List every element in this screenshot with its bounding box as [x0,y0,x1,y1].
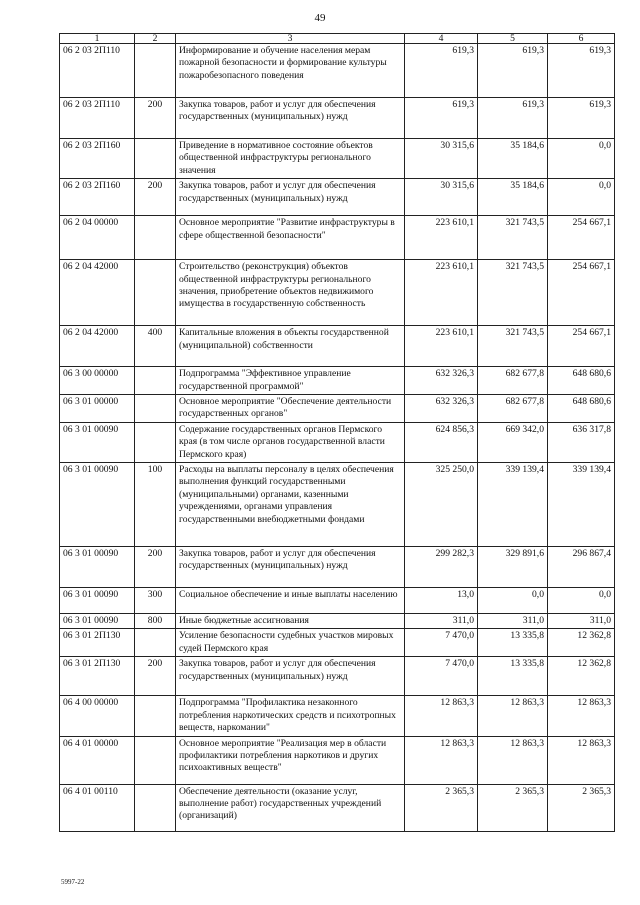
cell-code: 06 2 04 00000 [60,216,135,260]
cell-value-col5: 339 139,4 [478,463,548,547]
cell-value-col5: 321 743,5 [478,216,548,260]
cell-name: Усиление безопасности судебных участков мировых судей Пермского края [176,629,405,657]
cell-code: 06 2 03 2П160 [60,139,135,179]
cell-value-col4: 13,0 [405,588,478,614]
cell-code: 06 3 01 00090 [60,614,135,629]
table-row [60,736,615,784]
cell-value-col5: 13 335,8 [478,629,548,657]
cell-value-col4: 2 365,3 [405,784,478,831]
cell-expense-type [135,784,176,831]
cell-value-col6: 254 667,1 [548,260,615,326]
cell-code: 06 3 01 00090 [60,547,135,588]
cell-value-col6: 254 667,1 [548,326,615,367]
cell-expense-type: 400 [135,326,176,367]
cell-value-col6: 0,0 [548,588,615,614]
cell-expense-type [135,736,176,784]
cell-expense-type [135,139,176,179]
cell-value-col5: 321 743,5 [478,326,548,367]
cell-value-col4: 632 326,3 [405,367,478,395]
cell-name: Закупка товаров, работ и услуг для обеспечения государственных (муниципальных) нужд [176,657,405,696]
cell-expense-type: 800 [135,614,176,629]
cell-value-col5: 13 335,8 [478,657,548,696]
cell-value-col5: 619,3 [478,44,548,98]
cell-name: Закупка товаров, работ и услуг для обеспечения государственных (муниципальных) нужд [176,179,405,216]
cell-code: 06 3 01 00090 [60,588,135,614]
cell-name: Подпрограмма "Эффективное управление государственной программой" [176,367,405,395]
table-row [60,367,615,395]
table-row [60,629,615,657]
cell-expense-type [135,422,176,462]
table-row [60,547,615,588]
cell-name: Расходы на выплаты персоналу в целях обеспечения выполнения функций государственными (муниципальными) органами, казенными учреждениями, органами управления государственными внебюджетными фондами [176,463,405,547]
cell-expense-type: 100 [135,463,176,547]
table-row [60,463,615,547]
cell-value-col5: 35 184,6 [478,179,548,216]
header-col-2: 2 [135,34,176,44]
cell-value-col5: 311,0 [478,614,548,629]
table-row [60,139,615,179]
table-row [60,98,615,139]
cell-name: Закупка товаров, работ и услуг для обеспечения государственных (муниципальных) нужд [176,547,405,588]
cell-value-col4: 12 863,3 [405,696,478,736]
cell-value-col5: 35 184,6 [478,139,548,179]
cell-name: Строительство (реконструкция) объектов общественной инфраструктуры регионального значения, приобретение объектов недвижимого имущества в государственную собственность [176,260,405,326]
cell-value-col6: 0,0 [548,139,615,179]
cell-code: 06 2 03 2П110 [60,44,135,98]
cell-name: Основное мероприятие "Развитие инфраструктуры в сфере общественной безопасности" [176,216,405,260]
cell-value-col5: 669 342,0 [478,422,548,462]
cell-value-col4: 30 315,6 [405,179,478,216]
cell-name: Основное мероприятие "Реализация мер в области профилактики потребления наркотиков и других психоактивных веществ" [176,736,405,784]
cell-value-col6: 648 680,6 [548,395,615,423]
cell-value-col5: 682 677,8 [478,367,548,395]
cell-code: 06 2 04 42000 [60,326,135,367]
cell-value-col4: 325 250,0 [405,463,478,547]
cell-expense-type [135,696,176,736]
cell-value-col4: 223 610,1 [405,260,478,326]
cell-name: Информирование и обучение населения мерам пожарной безопасности и формирование культуры пожаробезопасного поведения [176,44,405,98]
cell-value-col4: 299 282,3 [405,547,478,588]
table-row [60,216,615,260]
cell-code: 06 2 04 42000 [60,260,135,326]
cell-value-col6: 619,3 [548,44,615,98]
cell-expense-type [135,629,176,657]
table-row [60,696,615,736]
cell-value-col5: 0,0 [478,588,548,614]
cell-expense-type: 200 [135,547,176,588]
cell-expense-type: 200 [135,179,176,216]
cell-value-col5: 321 743,5 [478,260,548,326]
cell-value-col6: 636 317,8 [548,422,615,462]
header-col-5: 5 [478,34,548,44]
cell-value-col5: 12 863,3 [478,736,548,784]
cell-value-col4: 223 610,1 [405,326,478,367]
cell-value-col4: 7 470,0 [405,629,478,657]
cell-code: 06 3 01 00090 [60,422,135,462]
table-row [60,44,615,98]
table-row [60,657,615,696]
cell-value-col6: 619,3 [548,98,615,139]
cell-expense-type: 200 [135,98,176,139]
cell-value-col4: 311,0 [405,614,478,629]
table-row [60,179,615,216]
cell-code: 06 3 01 00090 [60,463,135,547]
cell-name: Приведение в нормативное состояние объектов общественной инфраструктуры регионального значения [176,139,405,179]
budget-table [59,33,615,832]
table-row [60,588,615,614]
cell-name: Закупка товаров, работ и услуг для обеспечения государственных (муниципальных) нужд [176,98,405,139]
table-row [60,260,615,326]
cell-expense-type [135,395,176,423]
cell-code: 06 3 01 2П130 [60,657,135,696]
cell-name: Обеспечение деятельности (оказание услуг, выполнение работ) государственных учреждений (организаций) [176,784,405,831]
header-col-4: 4 [405,34,478,44]
table-row [60,614,615,629]
cell-value-col4: 632 326,3 [405,395,478,423]
cell-name: Капитальные вложения в объекты государственной (муниципальной) собственности [176,326,405,367]
cell-value-col6: 296 867,4 [548,547,615,588]
cell-code: 06 2 03 2П110 [60,98,135,139]
header-row [60,34,615,44]
cell-value-col6: 311,0 [548,614,615,629]
cell-value-col6: 12 362,8 [548,629,615,657]
cell-value-col6: 12 863,3 [548,736,615,784]
cell-value-col6: 12 362,8 [548,657,615,696]
cell-code: 06 4 00 00000 [60,696,135,736]
cell-value-col6: 12 863,3 [548,696,615,736]
cell-name: Социальное обеспечение и иные выплаты населению [176,588,405,614]
cell-value-col5: 682 677,8 [478,395,548,423]
header-col-1: 1 [60,34,135,44]
cell-value-col4: 624 856,3 [405,422,478,462]
table-row [60,422,615,462]
cell-code: 06 4 01 00000 [60,736,135,784]
header-col-6: 6 [548,34,615,44]
cell-value-col6: 254 667,1 [548,216,615,260]
table-row [60,395,615,423]
cell-value-col4: 7 470,0 [405,657,478,696]
cell-value-col5: 12 863,3 [478,696,548,736]
cell-value-col4: 12 863,3 [405,736,478,784]
cell-code: 06 2 03 2П160 [60,179,135,216]
cell-code: 06 3 01 2П130 [60,629,135,657]
cell-value-col5: 619,3 [478,98,548,139]
cell-value-col6: 648 680,6 [548,367,615,395]
table-row [60,326,615,367]
cell-name: Основное мероприятие "Обеспечение деятельности государственных органов" [176,395,405,423]
cell-value-col5: 329 891,6 [478,547,548,588]
cell-expense-type: 300 [135,588,176,614]
cell-expense-type [135,216,176,260]
footer-code: 5997-22 [61,878,85,886]
table-row [60,784,615,831]
header-col-3: 3 [176,34,405,44]
cell-value-col6: 339 139,4 [548,463,615,547]
cell-expense-type [135,260,176,326]
cell-value-col4: 30 315,6 [405,139,478,179]
cell-value-col4: 619,3 [405,98,478,139]
cell-code: 06 3 01 00000 [60,395,135,423]
cell-expense-type: 200 [135,657,176,696]
cell-value-col4: 223 610,1 [405,216,478,260]
cell-code: 06 3 00 00000 [60,367,135,395]
cell-expense-type [135,367,176,395]
cell-value-col6: 2 365,3 [548,784,615,831]
cell-code: 06 4 01 00110 [60,784,135,831]
cell-value-col6: 0,0 [548,179,615,216]
cell-name: Содержание государственных органов Пермского края (в том числе органов государственной власти Пермского края) [176,422,405,462]
cell-name: Иные бюджетные ассигнования [176,614,405,629]
cell-expense-type [135,44,176,98]
cell-value-col5: 2 365,3 [478,784,548,831]
cell-name: Подпрограмма "Профилактика незаконного потребления наркотических средств и психотропных веществ, наркомании" [176,696,405,736]
page-number: 49 [314,12,326,24]
cell-value-col4: 619,3 [405,44,478,98]
